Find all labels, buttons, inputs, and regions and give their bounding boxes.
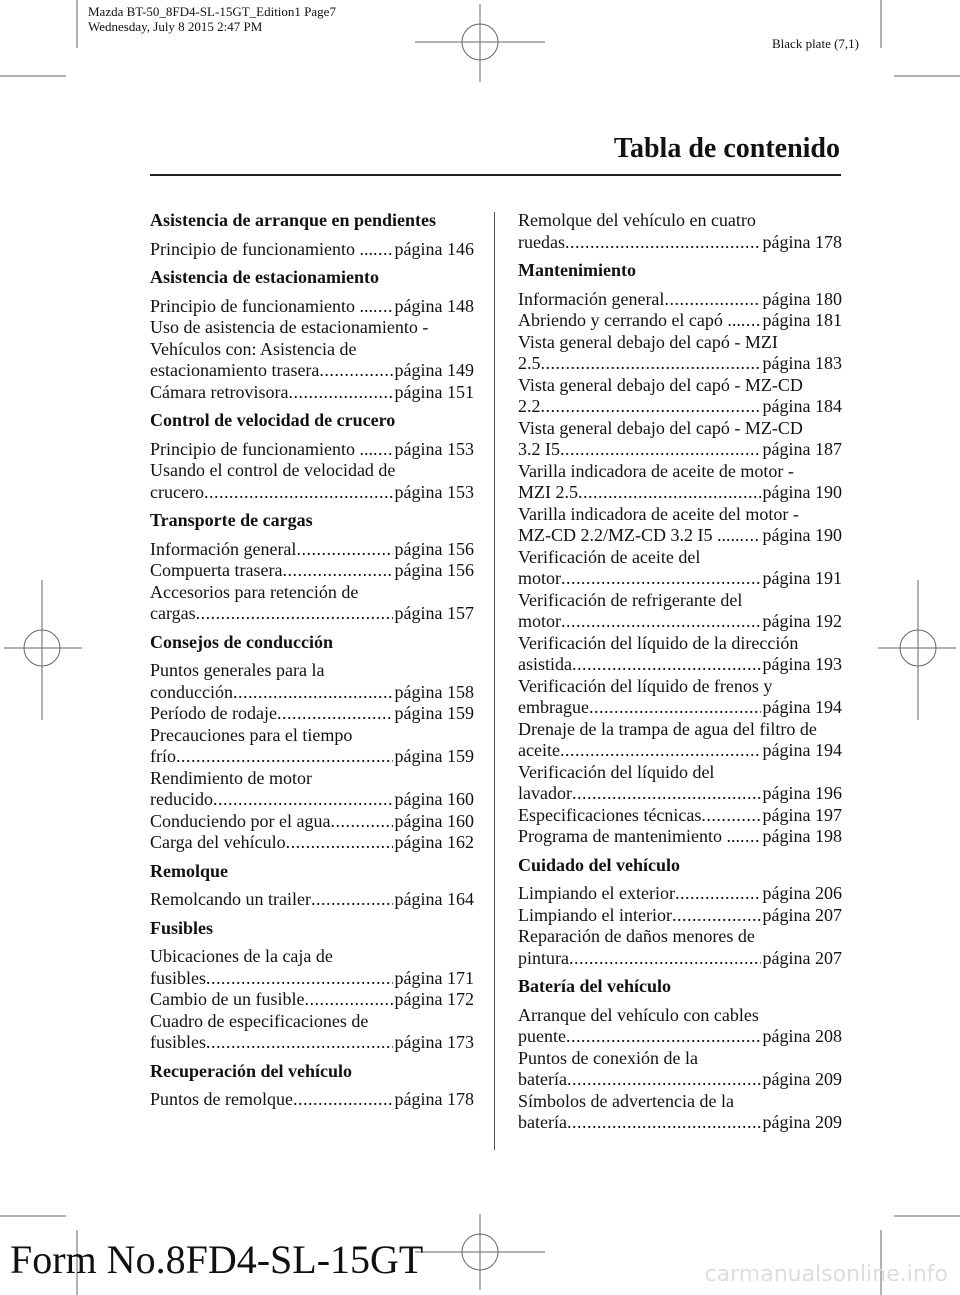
toc-entry: [518, 590, 842, 633]
page-number: página 184: [762, 396, 842, 416]
toc-entry: [150, 560, 474, 582]
entry-page-line: [150, 439, 474, 461]
entry-page-line: [518, 568, 842, 590]
dot-leader: [206, 968, 393, 990]
entry-page-line: [518, 525, 842, 547]
page-number: página 197: [762, 804, 842, 825]
toc-entry: [518, 1048, 842, 1091]
dot-leader: [311, 889, 393, 911]
page-number: página 159: [394, 703, 474, 723]
toc-entry: [518, 375, 842, 418]
entry-text-line: Puntos de conexión de la: [518, 1047, 698, 1068]
entry-text: Cambio de un fusible: [150, 989, 305, 1009]
page-number: página 157: [394, 603, 474, 623]
entry-text: motor: [518, 568, 561, 588]
page-number: página 191: [762, 568, 842, 588]
section-heading: Batería del vehículo: [518, 976, 671, 996]
entry-text: Principio de funcionamiento ...: [150, 438, 373, 459]
entry-page-line: [518, 740, 842, 762]
page-number: página 209: [762, 1112, 842, 1132]
dot-leader: [565, 232, 761, 254]
page-number: página 207: [762, 904, 842, 925]
dot-leader: [288, 382, 392, 404]
toc-section: [150, 267, 474, 403]
dot-leader: [373, 296, 393, 318]
entry-text: motor: [518, 611, 561, 631]
entry-page-line: [518, 905, 842, 927]
entry-text: 2.5: [518, 353, 541, 373]
toc-section: [518, 855, 842, 970]
entry-text-line: Verificación del líquido del: [518, 761, 715, 782]
toc-entry: [518, 461, 842, 504]
toc-entry: [150, 539, 474, 561]
entry-page-line: [518, 482, 842, 504]
dot-leader: [277, 703, 393, 725]
page-number: página 194: [762, 697, 842, 717]
page-title: Tabla de contenido: [613, 133, 840, 164]
entry-text-line: Símbolos de advertencia de la: [518, 1090, 734, 1111]
entry-text: asistida: [518, 654, 572, 674]
page-number: página 190: [762, 525, 842, 545]
dot-leader: [213, 789, 393, 811]
entry-text-line: Puntos generales para la: [150, 660, 325, 680]
page-number: página 183: [762, 353, 842, 373]
page-number: página 151: [394, 381, 474, 402]
entry-text-line: Reparación de daños menores de: [518, 926, 755, 946]
toc-column-right: [518, 210, 842, 1141]
entry-text-line: Cuadro de especificaciones de: [150, 1010, 369, 1031]
dot-leader: [672, 905, 761, 927]
entry-page-line: [518, 1026, 842, 1048]
entry-text: Abriendo y cerrando el capó ...: [518, 310, 741, 330]
dot-leader: [176, 746, 393, 768]
entry-text: pintura: [518, 947, 569, 968]
entry-text: Principio de funcionamiento ...: [150, 238, 373, 259]
page-number: página 148: [394, 295, 474, 316]
entry-text-line: Varilla indicadora de aceite del motor -: [518, 503, 799, 524]
toc-section: [150, 861, 474, 911]
entry-text-line: Vista general debajo del capó - MZ-CD: [518, 374, 803, 395]
toc-entry: [150, 317, 474, 382]
toc-entry: [518, 805, 842, 827]
entry-text: Limpiando el interior: [518, 904, 672, 925]
page-number: página 181: [762, 310, 842, 330]
toc-entry: [150, 382, 474, 404]
watermark: carmanualsonline.info: [704, 1262, 948, 1287]
page-number: página 180: [762, 288, 842, 309]
entry-page-line: [150, 360, 474, 382]
entry-page-line: [150, 603, 474, 625]
entry-text: fusibles: [150, 1032, 206, 1052]
dot-leader: [740, 525, 761, 547]
entry-page-line: [150, 1032, 474, 1054]
toc-entry: [150, 660, 474, 703]
toc-section: [518, 976, 842, 1134]
entry-page-line: [518, 439, 842, 461]
entry-page-line: [150, 296, 474, 318]
entry-page-line: [150, 889, 474, 911]
dot-leader: [664, 289, 760, 311]
section-heading: Control de velocidad de crucero: [150, 410, 396, 430]
toc-section: [150, 210, 474, 260]
toc-entry: [150, 768, 474, 811]
entry-page-line: [518, 826, 842, 848]
entry-text: Remolcando un trailer: [150, 889, 311, 909]
dot-leader: [196, 603, 393, 625]
entry-page-line: [150, 746, 474, 768]
page-number: página 172: [394, 989, 474, 1009]
entry-text: Puntos de remolque: [150, 1089, 293, 1109]
dot-leader: [578, 482, 761, 504]
toc-entry: [150, 889, 474, 911]
page-number: página 173: [394, 1032, 474, 1052]
dot-leader: [560, 439, 761, 461]
toc-entry: [518, 1091, 842, 1134]
entry-page-line: [150, 1089, 474, 1111]
plate-label: Black plate (7,1): [772, 36, 859, 51]
entry-page-line: [518, 611, 842, 633]
entry-text: crucero: [150, 481, 204, 502]
toc-entry: [518, 289, 842, 311]
page-number: página 153: [394, 438, 474, 459]
toc-entry: [150, 460, 474, 503]
entry-text-line: Uso de asistencia de estacionamiento -: [150, 317, 429, 337]
dot-leader: [293, 1089, 393, 1111]
entry-page-line: [150, 682, 474, 704]
toc-entry: [150, 811, 474, 833]
entry-text-line: Verificación de aceite del: [518, 546, 701, 567]
page-number: página 207: [762, 947, 842, 968]
page-number: página 158: [394, 681, 474, 702]
print-meta: [88, 4, 336, 34]
page-number: página 196: [762, 783, 842, 803]
dot-leader: [286, 832, 393, 854]
entry-page-line: [150, 811, 474, 833]
entry-page-line: [518, 1069, 842, 1091]
entry-page-line: [150, 382, 474, 404]
entry-text: Compuerta trasera: [150, 560, 283, 580]
entry-text: Información general: [150, 538, 297, 559]
entry-text: conducción: [150, 681, 233, 702]
entry-text-line: Vista general debajo del capó - MZI: [518, 331, 778, 352]
toc-entry: [518, 926, 842, 969]
dot-leader: [572, 654, 761, 676]
entry-text-line: Varilla indicadora de aceite de motor -: [518, 460, 794, 481]
page-number: página 149: [394, 360, 474, 380]
page-number: página 198: [762, 826, 842, 846]
entry-text: Información general: [518, 288, 665, 309]
entry-text-line: Vista general debajo del capó - MZ-CD: [518, 417, 803, 438]
print-meta-line1: Mazda BT-50_8FD4-SL-15GT_Edition1 Page7: [88, 4, 336, 19]
entry-text: batería: [518, 1069, 567, 1089]
entry-text: MZ-CD 2.2/MZ-CD 3.2 I5 .....: [518, 525, 740, 545]
dot-leader: [296, 539, 392, 561]
toc-section: [150, 510, 474, 625]
dot-leader: [282, 560, 392, 582]
toc-entry: [518, 762, 842, 805]
toc-entry: [150, 725, 474, 768]
toc-entry: [518, 826, 842, 848]
dot-leader: [589, 697, 761, 719]
toc-section: [150, 632, 474, 854]
entry-text: cargas: [150, 603, 196, 623]
toc-entry: [518, 1005, 842, 1048]
toc-section: [518, 260, 842, 848]
page-number: página 162: [394, 832, 474, 852]
dot-leader: [373, 239, 393, 261]
dot-leader: [541, 353, 761, 375]
entry-text-line: Vehículos con: Asistencia de: [150, 338, 357, 359]
entry-page-line: [518, 783, 842, 805]
entry-text: 2.2: [518, 396, 541, 416]
section-heading: Remolque: [150, 860, 228, 881]
entry-text: batería: [518, 1112, 567, 1132]
toc-entry: [150, 1011, 474, 1054]
entry-page-line: [518, 289, 842, 311]
toc-entry: [518, 676, 842, 719]
entry-page-line: [150, 968, 474, 990]
dot-leader: [561, 568, 761, 590]
page-number: página 187: [762, 439, 842, 459]
toc-entry: [518, 719, 842, 762]
page-number: página 190: [762, 482, 842, 502]
entry-text: reducido: [150, 789, 213, 809]
section-heading: Fusibles: [150, 917, 214, 938]
entry-text-line: Verificación del líquido de frenos y: [518, 675, 773, 696]
toc-entry: [150, 832, 474, 854]
entry-text: Conduciendo por el agua: [150, 810, 331, 831]
toc-entry: [150, 989, 474, 1011]
entry-page-line: [150, 989, 474, 1011]
column-divider: [494, 212, 495, 1150]
entry-text-line: Accesorios para retención de: [150, 581, 359, 602]
toc-entry: [518, 310, 842, 332]
entry-text: 3.2 I5: [518, 439, 560, 459]
page-number: página 171: [394, 967, 474, 988]
toc-entry: [150, 582, 474, 625]
entry-text: aceite: [518, 740, 560, 760]
dot-leader: [560, 740, 761, 762]
section-heading: Cuidado del vehículo: [518, 854, 681, 875]
dot-leader: [330, 811, 392, 833]
page-number: página 208: [762, 1026, 842, 1046]
toc-entry: [150, 1089, 474, 1111]
title-rule: [150, 174, 841, 176]
entry-text-line: Usando el control de velocidad de: [150, 460, 396, 480]
dot-leader: [740, 826, 761, 848]
section-heading: Consejos de conducción: [150, 631, 334, 652]
section-heading: Mantenimiento: [518, 260, 636, 280]
dot-leader: [567, 1112, 761, 1134]
page-number: página 209: [762, 1069, 842, 1089]
toc-entry: [518, 547, 842, 590]
page-number: página 178: [762, 231, 842, 252]
entry-text-line: Rendimiento de motor: [150, 767, 312, 788]
entry-text: frío: [150, 746, 176, 766]
entry-page-line: [150, 832, 474, 854]
toc-entry: [150, 439, 474, 461]
toc-entry: [518, 210, 842, 253]
dot-leader: [572, 783, 761, 805]
section-heading: Transporte de cargas: [150, 510, 313, 530]
toc-entry: [518, 883, 842, 905]
entry-page-line: [518, 697, 842, 719]
toc-entry: [518, 504, 842, 547]
entry-text: Carga del vehículo: [150, 832, 286, 852]
entry-page-line: [150, 789, 474, 811]
page-number: página 146: [394, 238, 474, 259]
dot-leader: [567, 1069, 761, 1091]
entry-page-line: [150, 539, 474, 561]
entry-text-line: Precauciones para el tiempo: [150, 724, 353, 745]
entry-text: Limpiando el exterior: [518, 883, 675, 903]
section-heading: Asistencia de estacionamiento: [150, 267, 379, 287]
page-number: página 156: [394, 560, 474, 580]
dot-leader: [541, 396, 761, 418]
dot-leader: [561, 611, 761, 633]
page-number: página 164: [394, 889, 474, 909]
dot-leader: [233, 682, 393, 704]
toc-section: [518, 210, 842, 253]
entry-text-line: Drenaje de la trampa de agua del filtro de: [518, 718, 817, 739]
entry-text: puente: [518, 1026, 566, 1046]
toc-entry: [150, 703, 474, 725]
print-meta-line2: Wednesday, July 8 2015 2:47 PM: [88, 19, 263, 34]
toc-column-left: [150, 210, 474, 1118]
entry-page-line: [150, 560, 474, 582]
entry-text: Cámara retrovisora: [150, 381, 289, 402]
entry-page-line: [518, 232, 842, 254]
form-number: Form No.8FD4-SL-15GT: [10, 1237, 424, 1282]
section-heading: Recuperación del vehículo: [150, 1060, 352, 1081]
toc-entry: [518, 905, 842, 927]
entry-text: embrague: [518, 697, 589, 717]
page-number: página 192: [762, 611, 842, 631]
toc-entry: [518, 633, 842, 676]
toc-section: [150, 918, 474, 1054]
page-number: página 160: [394, 789, 474, 809]
dot-leader: [204, 482, 393, 504]
entry-page-line: [518, 1112, 842, 1134]
entry-text-line: Verificación de refrigerante del: [518, 589, 743, 610]
entry-text: ruedas: [518, 231, 565, 252]
dot-leader: [675, 883, 761, 905]
toc-section: [150, 410, 474, 503]
entry-text: Período de rodaje: [150, 703, 277, 723]
entry-page-line: [518, 396, 842, 418]
section-heading: Asistencia de arranque en pendientes: [150, 210, 437, 230]
entry-text: fusibles: [150, 967, 206, 988]
entry-text-line: Arranque del vehículo con cables: [518, 1004, 759, 1025]
entry-page-line: [150, 239, 474, 261]
entry-text-line: Verificación del líquido de la dirección: [518, 632, 799, 653]
page-number: página 194: [762, 740, 842, 760]
entry-page-line: [518, 353, 842, 375]
entry-page-line: [518, 948, 842, 970]
entry-page-line: [150, 482, 474, 504]
entry-page-line: [518, 805, 842, 827]
entry-text: MZI 2.5: [518, 482, 578, 502]
entry-text: lavador: [518, 783, 572, 803]
toc-entry: [518, 332, 842, 375]
entry-text: estacionamiento trasera: [150, 360, 320, 380]
dot-leader: [566, 1026, 761, 1048]
entry-page-line: [518, 883, 842, 905]
entry-text: Programa de mantenimiento ...: [518, 826, 740, 846]
page-number: página 159: [394, 746, 474, 766]
dot-leader: [373, 439, 393, 461]
dot-leader: [701, 805, 760, 827]
page-number: página 178: [394, 1089, 474, 1109]
toc-entry: [518, 418, 842, 461]
entry-text: Especificaciones técnicas: [518, 804, 702, 825]
toc-section: [150, 1061, 474, 1111]
page-number: página 153: [394, 481, 474, 502]
toc-entry: [150, 239, 474, 261]
entry-page-line: [518, 654, 842, 676]
page-number: página 160: [394, 810, 474, 831]
entry-text-line: Ubicaciones de la caja de: [150, 946, 333, 966]
dot-leader: [741, 310, 761, 332]
toc-entry: [150, 946, 474, 989]
page-number: página 193: [762, 654, 842, 674]
dot-leader: [304, 989, 392, 1011]
page-number: página 156: [394, 538, 474, 559]
toc-entry: [150, 296, 474, 318]
entry-text-line: Remolque del vehículo en cuatro: [518, 210, 756, 230]
dot-leader: [569, 948, 761, 970]
dot-leader: [319, 360, 392, 382]
entry-text: Principio de funcionamiento ...: [150, 295, 373, 316]
dot-leader: [206, 1032, 393, 1054]
page-number: página 206: [762, 883, 842, 903]
entry-page-line: [150, 703, 474, 725]
entry-page-line: [518, 310, 842, 332]
